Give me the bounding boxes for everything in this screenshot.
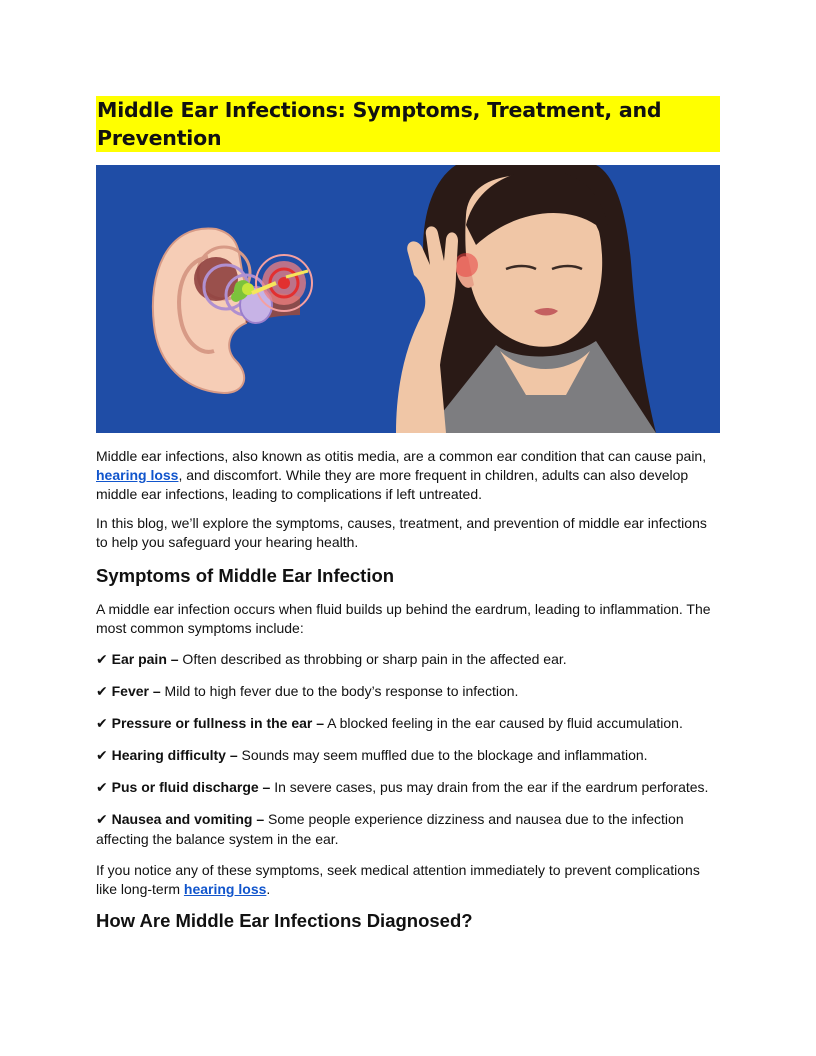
symptom-desc: In severe cases, pus may drain from the ear if the eardrum perforates.: [270, 779, 709, 795]
symptom-desc: A blocked feeling in the ear caused by fluid accumulation.: [324, 715, 683, 731]
symptom-term: Hearing difficulty –: [111, 747, 238, 763]
symptoms-heading: Symptoms of Middle Ear Infection: [96, 565, 395, 586]
check-icon: ✔: [96, 780, 108, 796]
check-icon: ✔: [96, 716, 108, 732]
diagnosis-heading: How Are Middle Ear Infections Diagnosed?: [96, 910, 473, 931]
intro-text-cont: , and discomfort. While they are more frequent in children, adults can also develop middle ear infections, leading to complications if left untreated.: [96, 467, 689, 502]
hero-image: [96, 165, 720, 433]
symptom-item: [96, 810, 720, 849]
symptom-desc: Mild to high fever due to the body’s response to infection.: [160, 683, 519, 699]
symptom-term: Fever –: [111, 683, 161, 699]
closing-paragraph: [96, 861, 720, 899]
symptom-item: [96, 746, 720, 766]
ear-pain-illustration: [96, 165, 720, 433]
symptom-term: Pus or fluid discharge –: [111, 779, 271, 795]
symptom-term: Ear pain –: [111, 651, 179, 667]
symptom-item: [96, 778, 720, 798]
intro-text: Middle ear infections, also known as otitis media, are a common ear condition that can cause pain,: [96, 448, 707, 464]
check-icon: ✔: [96, 748, 108, 764]
symptom-term: Pressure or fullness in the ear –: [111, 715, 325, 731]
closing-period: .: [266, 881, 271, 897]
check-icon: ✔: [96, 652, 108, 668]
check-icon: ✔: [96, 684, 108, 700]
closing-text: If you notice any of these symptoms, seek medical attention immediately to prevent complications like long-term: [96, 862, 700, 897]
symptom-item: [96, 682, 720, 702]
check-icon: ✔: [96, 812, 108, 828]
symptom-desc: Often described as throbbing or sharp pain in the affected ear.: [178, 651, 567, 667]
symptom-desc: Some people experience dizziness and nausea due to the infection affecting the balance system in the ear.: [96, 811, 684, 847]
hearing-loss-link[interactable]: hearing loss: [96, 467, 179, 483]
woman-figure-icon: [396, 165, 656, 433]
document-page: [96, 96, 720, 933]
symptom-term: Nausea and vomiting –: [111, 811, 265, 827]
intro-paragraph: [96, 447, 720, 504]
symptom-desc: Sounds may seem muffled due to the blockage and inflammation.: [237, 747, 648, 763]
symptom-item: [96, 714, 720, 734]
symptom-item: [96, 650, 720, 670]
page-title: Middle Ear Infections: Symptoms, Treatment, and Prevention: [96, 96, 720, 152]
symptoms-lead: A middle ear infection occurs when fluid builds up behind the eardrum, leading to inflammation. The most common symptoms include:: [96, 601, 711, 636]
hearing-loss-link-2[interactable]: hearing loss: [183, 881, 267, 897]
intro2-paragraph: In this blog, we’ll explore the symptoms, causes, treatment, and prevention of middle ear infections to help you safeguard your hearing health.: [96, 515, 707, 550]
